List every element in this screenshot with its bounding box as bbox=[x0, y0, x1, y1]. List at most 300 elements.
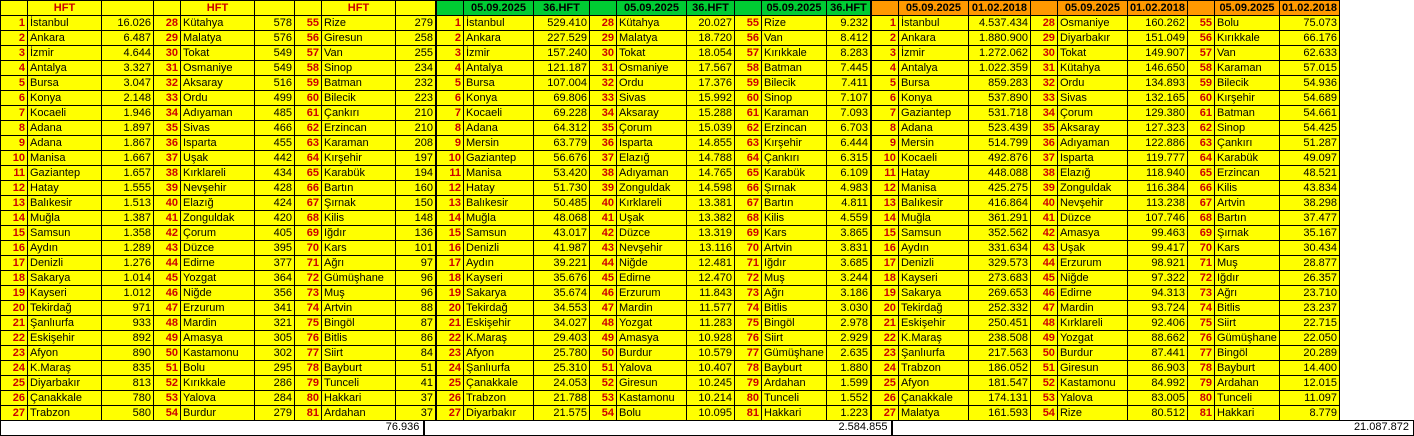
column-header: HFT bbox=[181, 1, 255, 16]
city-cell: Şanlıurfa bbox=[898, 346, 968, 361]
value-cell: 37.477 bbox=[1279, 211, 1339, 226]
city-cell: Kırşehir bbox=[322, 151, 396, 166]
city-cell: Afyon bbox=[898, 376, 968, 391]
rank-cell: 76 bbox=[1188, 331, 1215, 346]
table-row bbox=[871, 241, 1339, 256]
rank-cell: 32 bbox=[1030, 76, 1057, 91]
rank-cell: 41 bbox=[154, 211, 181, 226]
rank-cell: 47 bbox=[590, 301, 617, 316]
value-cell: 197 bbox=[396, 151, 436, 166]
city-cell: Giresun bbox=[322, 31, 396, 46]
city-cell: Kilis bbox=[762, 211, 827, 226]
value-cell: 86.903 bbox=[1127, 361, 1187, 376]
city-cell: Bursa bbox=[28, 76, 102, 91]
city-cell: Şırnak bbox=[1215, 226, 1280, 241]
value-cell: 22.715 bbox=[1279, 316, 1339, 331]
rank-cell: 25 bbox=[871, 376, 898, 391]
city-cell: Eskişehir bbox=[28, 331, 102, 346]
city-cell: Sinop bbox=[762, 91, 827, 106]
table-row bbox=[871, 106, 1339, 121]
rank-cell: 56 bbox=[295, 31, 322, 46]
value-cell: 7.093 bbox=[826, 106, 870, 121]
value-cell: 279 bbox=[396, 16, 436, 31]
city-cell: Çankırı bbox=[322, 106, 396, 121]
city-cell: Bursa bbox=[464, 76, 534, 91]
value-cell: 41.987 bbox=[534, 241, 590, 256]
value-cell: 223 bbox=[396, 91, 436, 106]
city-cell: Sivas bbox=[617, 91, 687, 106]
city-cell: Gaziantep bbox=[464, 151, 534, 166]
table-row bbox=[871, 256, 1339, 271]
city-cell: Samsun bbox=[898, 226, 968, 241]
value-cell: 26.357 bbox=[1279, 271, 1339, 286]
value-cell: 3.030 bbox=[826, 301, 870, 316]
rank-cell: 78 bbox=[735, 361, 762, 376]
city-cell: Çanakkale bbox=[898, 391, 968, 406]
city-cell: Bingöl bbox=[1215, 346, 1280, 361]
value-cell: 10.407 bbox=[687, 361, 735, 376]
table-row bbox=[1, 286, 436, 301]
value-cell: 136 bbox=[396, 226, 436, 241]
table-row bbox=[1, 346, 436, 361]
table-row bbox=[1, 376, 436, 391]
city-cell: Osmaniye bbox=[181, 61, 255, 76]
rank-cell: 22 bbox=[1, 331, 28, 346]
city-cell: Ankara bbox=[464, 31, 534, 46]
table-row bbox=[437, 226, 871, 241]
rank-cell: 18 bbox=[1, 271, 28, 286]
city-cell: Çankırı bbox=[762, 151, 827, 166]
rank-cell: 64 bbox=[295, 151, 322, 166]
value-cell: 208 bbox=[396, 136, 436, 151]
value-cell: 364 bbox=[255, 271, 295, 286]
city-cell: Çanakkale bbox=[28, 391, 102, 406]
city-cell: Antalya bbox=[464, 61, 534, 76]
rank-cell: 2 bbox=[1, 31, 28, 46]
value-cell: 7.107 bbox=[826, 91, 870, 106]
value-cell: 492.876 bbox=[968, 151, 1030, 166]
value-cell: 273.683 bbox=[968, 271, 1030, 286]
rank-cell: 14 bbox=[1, 211, 28, 226]
city-cell: Düzce bbox=[617, 226, 687, 241]
city-cell: Trabzon bbox=[28, 406, 102, 421]
rank-cell: 24 bbox=[1, 361, 28, 376]
value-cell: 305 bbox=[255, 331, 295, 346]
rank-cell: 49 bbox=[154, 331, 181, 346]
rank-cell: 59 bbox=[1188, 76, 1215, 91]
rank-cell: 72 bbox=[1188, 271, 1215, 286]
value-cell: 63.779 bbox=[534, 136, 590, 151]
rank-cell: 52 bbox=[1030, 376, 1057, 391]
rank-cell: 37 bbox=[1030, 151, 1057, 166]
city-cell: Mersin bbox=[464, 136, 534, 151]
rank-cell: 76 bbox=[295, 331, 322, 346]
city-cell: Tokat bbox=[617, 46, 687, 61]
city-cell: Bursa bbox=[898, 76, 968, 91]
city-cell: Düzce bbox=[181, 241, 255, 256]
rank-cell: 40 bbox=[590, 196, 617, 211]
city-cell: Hatay bbox=[28, 181, 102, 196]
city-cell: Balıkesir bbox=[464, 196, 534, 211]
table-row bbox=[1, 316, 436, 331]
table-row bbox=[871, 31, 1339, 46]
value-cell: 8.412 bbox=[826, 31, 870, 46]
table-row bbox=[871, 331, 1339, 346]
rank-cell: 16 bbox=[1, 241, 28, 256]
rank-cell: 10 bbox=[437, 151, 464, 166]
rank-cell: 33 bbox=[154, 91, 181, 106]
value-cell: 434 bbox=[255, 166, 295, 181]
table-row bbox=[437, 316, 871, 331]
rank-cell: 49 bbox=[590, 331, 617, 346]
rank-cell: 59 bbox=[295, 76, 322, 91]
value-cell: 18.054 bbox=[687, 46, 735, 61]
rank-cell: 16 bbox=[437, 241, 464, 256]
rank-cell: 62 bbox=[295, 121, 322, 136]
rank-cell: 45 bbox=[154, 271, 181, 286]
city-cell: Nevşehir bbox=[1057, 196, 1127, 211]
rank-cell: 32 bbox=[154, 76, 181, 91]
table-row bbox=[871, 316, 1339, 331]
city-cell: Kilis bbox=[1215, 181, 1280, 196]
city-cell: Hatay bbox=[898, 166, 968, 181]
rank-cell: 78 bbox=[1188, 361, 1215, 376]
city-cell: Aksaray bbox=[617, 106, 687, 121]
rank-cell: 38 bbox=[590, 166, 617, 181]
value-cell: 279 bbox=[255, 406, 295, 421]
city-cell: Gümüşhane bbox=[322, 271, 396, 286]
city-cell: Karabük bbox=[322, 166, 396, 181]
value-cell: 16.026 bbox=[102, 16, 154, 31]
value-cell: 150 bbox=[396, 196, 436, 211]
table-row bbox=[437, 256, 871, 271]
city-cell: Edirne bbox=[181, 256, 255, 271]
rank-cell: 55 bbox=[1188, 16, 1215, 31]
city-cell: Bilecik bbox=[1215, 76, 1280, 91]
value-cell: 64.312 bbox=[534, 121, 590, 136]
rank-cell: 74 bbox=[735, 301, 762, 316]
city-cell: K.Maraş bbox=[28, 361, 102, 376]
city-cell: Tokat bbox=[1057, 46, 1127, 61]
value-cell: 98.921 bbox=[1127, 256, 1187, 271]
rank-cell: 11 bbox=[871, 166, 898, 181]
city-cell: İstanbul bbox=[28, 16, 102, 31]
value-cell: 424 bbox=[255, 196, 295, 211]
city-cell: Yozgat bbox=[617, 316, 687, 331]
city-cell: Batman bbox=[322, 76, 396, 91]
rank-cell: 44 bbox=[154, 256, 181, 271]
city-cell: Düzce bbox=[1057, 211, 1127, 226]
value-cell: 428 bbox=[255, 181, 295, 196]
value-cell: 160.262 bbox=[1127, 16, 1187, 31]
rank-cell: 38 bbox=[1030, 166, 1057, 181]
rank-cell: 53 bbox=[154, 391, 181, 406]
city-cell: Malatya bbox=[181, 31, 255, 46]
value-cell: 11.097 bbox=[1279, 391, 1339, 406]
city-cell: Sakarya bbox=[464, 286, 534, 301]
rank-cell: 58 bbox=[295, 61, 322, 76]
rank-cell: 24 bbox=[871, 361, 898, 376]
rank-cell: 54 bbox=[1030, 406, 1057, 421]
totals-row bbox=[0, 420, 1414, 436]
city-cell: Bingöl bbox=[762, 316, 827, 331]
rank-cell: 66 bbox=[735, 181, 762, 196]
city-cell: Çorum bbox=[617, 121, 687, 136]
city-cell: Hakkari bbox=[762, 406, 827, 421]
city-cell: Ağrı bbox=[322, 256, 396, 271]
rank-cell: 9 bbox=[437, 136, 464, 151]
table-row bbox=[437, 331, 871, 346]
rank-cell: 77 bbox=[295, 346, 322, 361]
rank-cell: 74 bbox=[295, 301, 322, 316]
value-cell: 35.167 bbox=[1279, 226, 1339, 241]
value-cell: 1.014 bbox=[102, 271, 154, 286]
value-cell: 3.831 bbox=[826, 241, 870, 256]
value-cell: 48.521 bbox=[1279, 166, 1339, 181]
value-cell: 96 bbox=[396, 286, 436, 301]
rank-cell: 28 bbox=[1030, 16, 1057, 31]
rank-cell: 63 bbox=[735, 136, 762, 151]
rank-cell: 11 bbox=[437, 166, 464, 181]
city-cell: Denizli bbox=[898, 256, 968, 271]
city-cell: Isparta bbox=[181, 136, 255, 151]
rank-cell: 9 bbox=[1, 136, 28, 151]
city-cell: Ardahan bbox=[1215, 376, 1280, 391]
table-row bbox=[437, 346, 871, 361]
value-cell: 160 bbox=[396, 181, 436, 196]
city-cell: Denizli bbox=[28, 256, 102, 271]
value-cell: 15.039 bbox=[687, 121, 735, 136]
city-cell: Isparta bbox=[617, 136, 687, 151]
city-cell: Kayseri bbox=[898, 271, 968, 286]
rank-cell: 75 bbox=[1188, 316, 1215, 331]
value-cell: 96 bbox=[396, 271, 436, 286]
column-header: 36.HFT bbox=[534, 1, 590, 16]
city-cell: Karabük bbox=[1215, 151, 1280, 166]
rank-cell: 21 bbox=[871, 316, 898, 331]
rank-cell: 1 bbox=[437, 16, 464, 31]
city-cell: Çorum bbox=[1057, 106, 1127, 121]
rank-cell: 75 bbox=[295, 316, 322, 331]
value-cell: 41 bbox=[396, 376, 436, 391]
city-cell: Manisa bbox=[28, 151, 102, 166]
value-cell: 48.068 bbox=[534, 211, 590, 226]
rank-cell: 11 bbox=[1, 166, 28, 181]
city-cell: Elazığ bbox=[1057, 166, 1127, 181]
value-cell: 37 bbox=[396, 406, 436, 421]
value-cell: 8.283 bbox=[826, 46, 870, 61]
column-header: 05.09.2025 bbox=[762, 1, 827, 16]
table-row bbox=[871, 46, 1339, 61]
city-cell: Kırklareli bbox=[1057, 316, 1127, 331]
city-cell: Trabzon bbox=[464, 391, 534, 406]
table-row bbox=[871, 121, 1339, 136]
value-cell: 43.834 bbox=[1279, 181, 1339, 196]
city-cell: Adıyaman bbox=[1057, 136, 1127, 151]
rank-cell: 46 bbox=[590, 286, 617, 301]
rank-cell: 24 bbox=[437, 361, 464, 376]
table-row bbox=[437, 106, 871, 121]
rank-cell: 78 bbox=[295, 361, 322, 376]
value-cell: 116.384 bbox=[1127, 181, 1187, 196]
city-cell: Iğdır bbox=[322, 226, 396, 241]
city-cell: Amasya bbox=[1057, 226, 1127, 241]
city-cell: Niğde bbox=[617, 256, 687, 271]
rank-cell: 13 bbox=[1, 196, 28, 211]
value-cell: 28.877 bbox=[1279, 256, 1339, 271]
rank-cell: 81 bbox=[295, 406, 322, 421]
value-cell: 23.237 bbox=[1279, 301, 1339, 316]
city-cell: Hakkari bbox=[322, 391, 396, 406]
table-row bbox=[437, 76, 871, 91]
table-row bbox=[871, 301, 1339, 316]
city-cell: Kastamonu bbox=[617, 391, 687, 406]
rank-cell: 8 bbox=[1, 121, 28, 136]
city-cell: Erzurum bbox=[617, 286, 687, 301]
city-cell: Mersin bbox=[898, 136, 968, 151]
city-cell: Bilecik bbox=[762, 76, 827, 91]
value-cell: 149.907 bbox=[1127, 46, 1187, 61]
city-cell: Kastamonu bbox=[181, 346, 255, 361]
city-cell: Zonguldak bbox=[1057, 181, 1127, 196]
value-cell: 1.599 bbox=[826, 376, 870, 391]
value-cell: 157.240 bbox=[534, 46, 590, 61]
value-cell: 286 bbox=[255, 376, 295, 391]
city-cell: Bingöl bbox=[322, 316, 396, 331]
city-cell: İzmir bbox=[898, 46, 968, 61]
city-cell: Siirt bbox=[762, 331, 827, 346]
city-cell: Tunceli bbox=[322, 376, 396, 391]
city-cell: Antalya bbox=[898, 61, 968, 76]
table-row bbox=[871, 61, 1339, 76]
rank-cell: 20 bbox=[437, 301, 464, 316]
city-cell: Ankara bbox=[898, 31, 968, 46]
value-cell: 1.657 bbox=[102, 166, 154, 181]
rank-cell: 58 bbox=[735, 61, 762, 76]
table-row bbox=[1, 406, 436, 421]
rank-cell: 17 bbox=[871, 256, 898, 271]
value-cell: 146.650 bbox=[1127, 61, 1187, 76]
city-cell: Artvin bbox=[762, 241, 827, 256]
value-cell: 576 bbox=[255, 31, 295, 46]
value-cell: 3.047 bbox=[102, 76, 154, 91]
city-cell: İzmir bbox=[28, 46, 102, 61]
value-cell: 101 bbox=[396, 241, 436, 256]
table-row bbox=[1, 256, 436, 271]
rank-cell: 9 bbox=[871, 136, 898, 151]
city-cell: Trabzon bbox=[898, 361, 968, 376]
city-cell: Erzurum bbox=[181, 301, 255, 316]
column-header: 05.09.2025 bbox=[1215, 1, 1280, 16]
value-cell: 416.864 bbox=[968, 196, 1030, 211]
rank-cell: 33 bbox=[590, 91, 617, 106]
value-cell: 890 bbox=[102, 346, 154, 361]
city-cell: Denizli bbox=[464, 241, 534, 256]
rank-cell: 30 bbox=[154, 46, 181, 61]
value-cell: 18.720 bbox=[687, 31, 735, 46]
value-cell: 56.676 bbox=[534, 151, 590, 166]
table-row bbox=[1, 76, 436, 91]
rank-cell: 70 bbox=[1188, 241, 1215, 256]
city-cell: Afyon bbox=[464, 346, 534, 361]
value-cell: 66.176 bbox=[1279, 31, 1339, 46]
value-cell: 1.358 bbox=[102, 226, 154, 241]
value-cell: 51.287 bbox=[1279, 136, 1339, 151]
city-cell: Edirne bbox=[1057, 286, 1127, 301]
city-cell: Kastamonu bbox=[1057, 376, 1127, 391]
city-cell: Adıyaman bbox=[181, 106, 255, 121]
rank-cell: 79 bbox=[295, 376, 322, 391]
value-cell: 269.653 bbox=[968, 286, 1030, 301]
city-cell: Ağrı bbox=[762, 286, 827, 301]
value-cell: 537.890 bbox=[968, 91, 1030, 106]
value-cell: 10.245 bbox=[687, 376, 735, 391]
value-cell: 132.165 bbox=[1127, 91, 1187, 106]
rank-cell: 3 bbox=[437, 46, 464, 61]
table-row bbox=[437, 31, 871, 46]
city-cell: Tunceli bbox=[762, 391, 827, 406]
rank-cell: 1 bbox=[1, 16, 28, 31]
rank-cell: 80 bbox=[735, 391, 762, 406]
table-row bbox=[1, 391, 436, 406]
rank-cell: 72 bbox=[735, 271, 762, 286]
rank-cell: 34 bbox=[590, 106, 617, 121]
rank-cell: 31 bbox=[1030, 61, 1057, 76]
city-cell: Aydın bbox=[464, 256, 534, 271]
value-cell: 295 bbox=[255, 361, 295, 376]
rank-cell: 56 bbox=[735, 31, 762, 46]
city-cell: Burdur bbox=[181, 406, 255, 421]
city-cell: Nevşehir bbox=[617, 241, 687, 256]
rank-cell: 66 bbox=[1188, 181, 1215, 196]
value-cell: 859.283 bbox=[968, 76, 1030, 91]
value-cell: 10.928 bbox=[687, 331, 735, 346]
rank-cell: 27 bbox=[871, 406, 898, 421]
value-cell: 13.381 bbox=[687, 196, 735, 211]
rank-cell: 56 bbox=[1188, 31, 1215, 46]
rank-cell: 48 bbox=[590, 316, 617, 331]
city-cell: K.Maraş bbox=[898, 331, 968, 346]
table-row bbox=[437, 241, 871, 256]
city-cell: Konya bbox=[28, 91, 102, 106]
city-cell: Şanlıurfa bbox=[464, 361, 534, 376]
rank-cell: 52 bbox=[154, 376, 181, 391]
city-cell: Şırnak bbox=[762, 181, 827, 196]
city-cell: Osmaniye bbox=[617, 61, 687, 76]
rank-cell: 42 bbox=[590, 226, 617, 241]
value-cell: 88 bbox=[396, 301, 436, 316]
city-cell: Tekirdağ bbox=[464, 301, 534, 316]
rank-cell: 43 bbox=[590, 241, 617, 256]
value-cell: 122.886 bbox=[1127, 136, 1187, 151]
city-cell: Mardin bbox=[617, 301, 687, 316]
rank-cell: 25 bbox=[1, 376, 28, 391]
rank-cell: 65 bbox=[1188, 166, 1215, 181]
rank-cell: 81 bbox=[735, 406, 762, 421]
rank-cell: 36 bbox=[1030, 136, 1057, 151]
column-header: 36.HFT bbox=[687, 1, 735, 16]
value-cell: 234 bbox=[396, 61, 436, 76]
city-cell: Adana bbox=[464, 121, 534, 136]
value-cell: 4.983 bbox=[826, 181, 870, 196]
column-header: 05.09.2025 bbox=[464, 1, 534, 16]
value-cell: 54.689 bbox=[1279, 91, 1339, 106]
table-row bbox=[871, 391, 1339, 406]
column-header: HFT bbox=[28, 1, 102, 16]
city-cell: Kırıkkale bbox=[181, 376, 255, 391]
column-header bbox=[1188, 1, 1215, 16]
city-cell: Bayburt bbox=[1215, 361, 1280, 376]
